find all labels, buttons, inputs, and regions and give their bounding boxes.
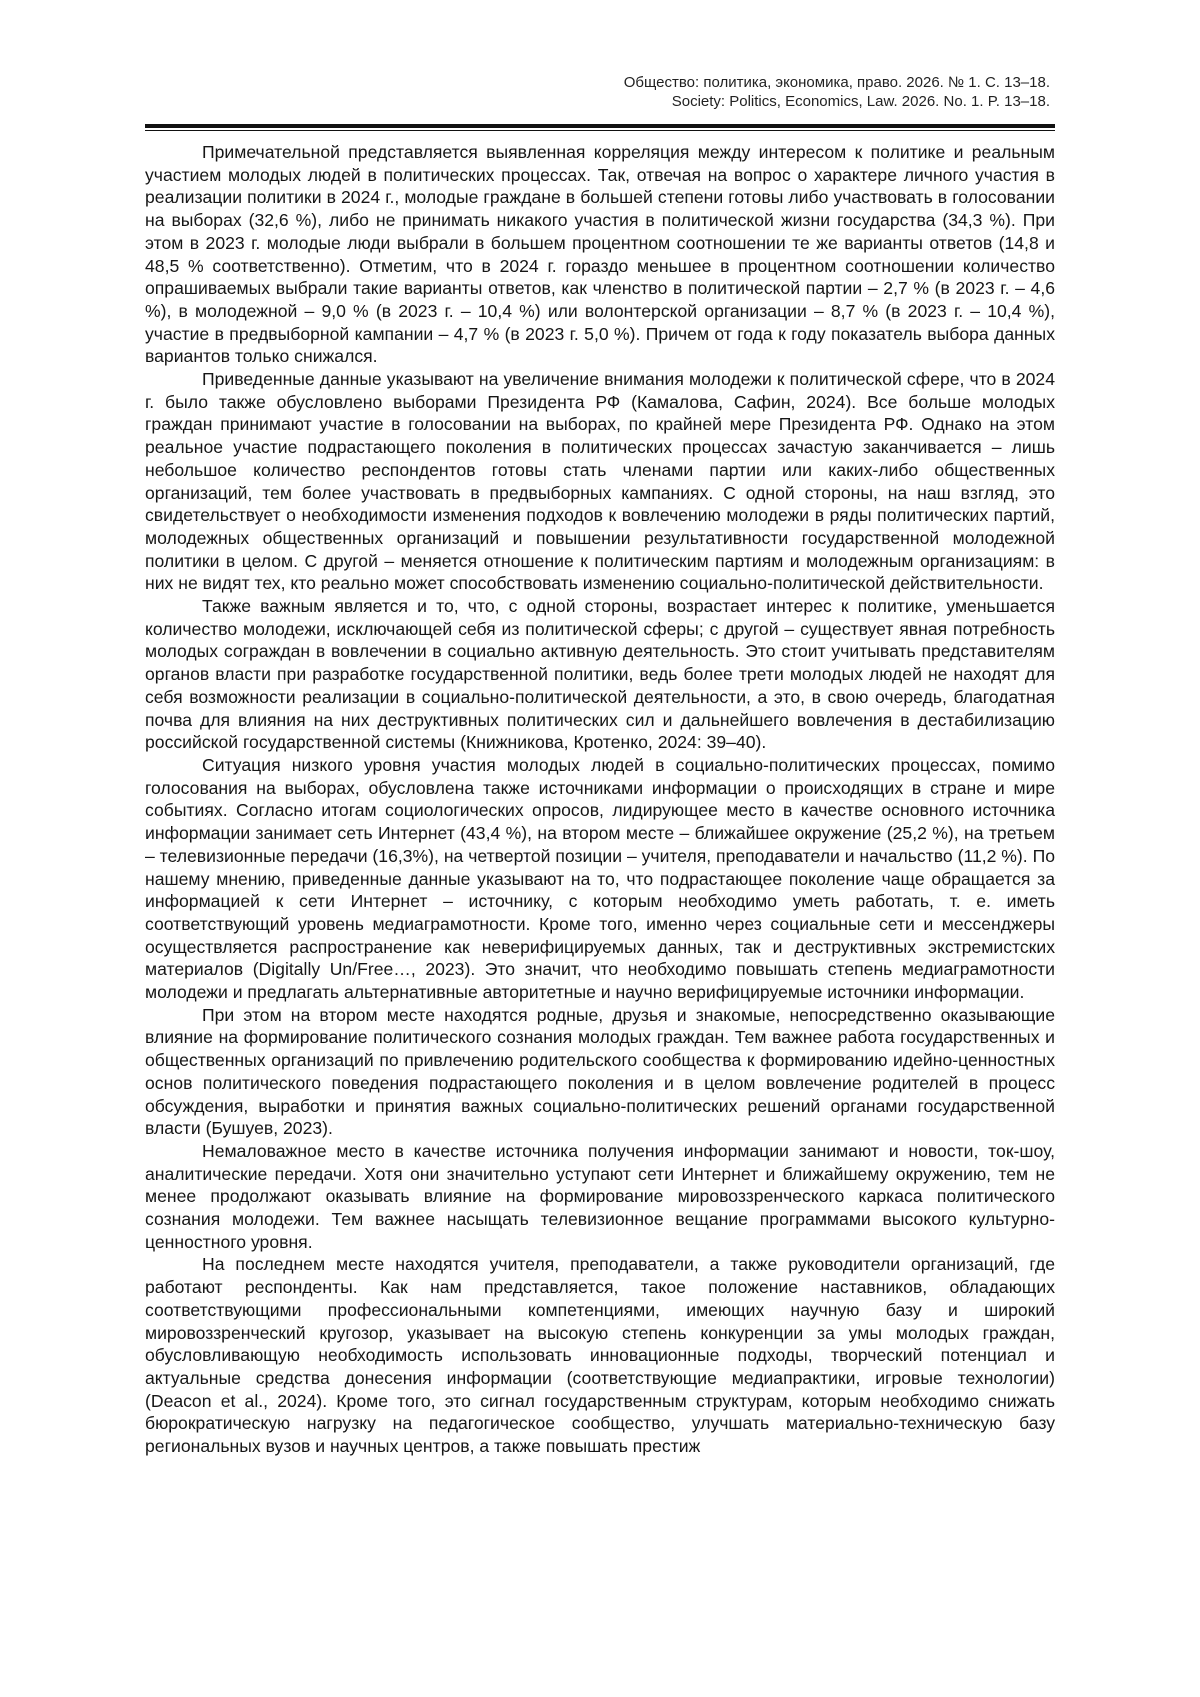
paragraph: Примечательной представляется выявленная корреляция между интересом к политике и реальным участием молодых людей в политических процессах. Так, отвечая на вопрос о характере личного участия в реализации политики в 2024 г., молодые граждане в большей степени готовы либо участвовать в голосовании на выборах (32,6 %), либо не принимать никакого участия в политической жизни государства (34,3 %). При этом в 2023 г. молодые люди выбрали в большем процентном соотношении те же варианты ответов (14,8 и 48,5 % соответственно). Отметим, что в 2024 г. гораздо меньшее в процентном соотношении количество опрашиваемых выбрали такие варианты ответов, как членство в политической партии – 2,7 % (в 2023 г. – 4,6 %), в молодежной – 9,0 % (в 2023 г. – 10,4 %) или волонтерской организации – 8,7 % (в 2023 г. – 10,4 %), участие в предвыборной кампании – 4,7 % (в 2023 г. 5,0 %). Причем от года к году показатель выбора данных вариантов только снижался. [145, 142, 1055, 367]
paragraph: На последнем месте находятся учителя, преподаватели, а также руководители организаций, где работают респонденты. Как нам представляется, такое положение наставников, обладающих соответствующими профессиональными компетенциями, имеющих научную базу и широкий мировоззренческий кругозор, указывает на высокую степень конкуренции за умы молодых граждан, обусловливающую необходимость использовать инновационные подходы, творческий потенциал и актуальные средства донесения информации (соответствующие медиапрактики, игровые технологии) (Deacon et al., 2024). Кроме того, это сигнал государственным структурам, которым необходимо снижать бюрократическую нагрузку на педагогическое сообщество, улучшать материально-техническую базу региональных вузов и научных центров, а также повышать престиж [145, 1254, 1055, 1457]
paragraph: Приведенные данные указывают на увеличение внимания молодежи к политической сфере, что в 2024 г. было также обусловлено выборами Президента РФ (Камалова, Сафин, 2024). Все больше молодых граждан принимают участие в голосовании на выборах, по крайней мере Президента РФ. Однако на этом реальное участие подрастающего поколения в политических процессах зачастую заканчивается – лишь небольшое количество респондентов готовы стать членами партии или каких-либо общественных организаций, тем более участвовать в предвыборных кампаниях. С одной стороны, на наш взгляд, это свидетельствует о необходимости изменения подходов к вовлечению молодежи в ряды политических партий, молодежных общественных организаций и повышении результативности государственной молодежной политики в целом. С другой – меняется отношение к политическим партиям и молодежным организациям: в них не видят тех, кто реально может способствовать изменению социально-политической действительности. [145, 369, 1055, 594]
paragraph: Ситуация низкого уровня участия молодых людей в социально-политических процессах, помимо голосования на выборах, обусловлена также источниками информации о происходящих в стране и мире событиях. Согласно итогам социологических опросов, лидирующее место в качестве основного источника информации занимает сеть Интернет (43,4 %), на втором месте – ближайшее окружение (25,2 %), на третьем – телевизионные передачи (16,3%), на четвертой позиции – учителя, преподаватели и начальство (11,2 %). По нашему мнению, приведенные данные указывают на то, что подрастающее поколение чаще обращается за информацией к сети Интернет – источнику, с которым необходимо уметь работать, т. е. иметь соответствующий уровень медиаграмотности. Кроме того, именно через социальные сети и мессенджеры осуществляется распространение как неверифицируемых данных, так и деструктивных экстремистских материалов (Digitally Un/Free…, 2023). Это значит, что необходимо повышать степень медиаграмотности молодежи и предлагать альтернативные авторитетные и научно верифицируемые источники информации. [145, 754, 1055, 1003]
citation-ru: Общество: политика, экономика, право. 2026. № 1. С. 13–18. [623, 74, 1050, 91]
paragraph: При этом на втором месте находятся родные, друзья и знакомые, непосредственно оказывающие влияние на формирование политического сознания молодых граждан. Тем важнее работа государственных и общественных организаций по привлечению родительского сообщества к формированию идейно-ценностных основ политического поведения подрастающего поколения и в целом вовлечение родителей в процесс обсуждения, выработки и принятия важных социально-политических решений органами государственной власти (Бушуев, 2023). [145, 1004, 1055, 1139]
header-rule-thin [145, 130, 1055, 131]
paragraph: Немаловажное место в качестве источника получения информации занимают и новости, ток-шоу, аналитические передачи. Хотя они значительно уступают сети Интернет и ближайшему окружению, тем не менее продолжают оказывать влияние на формирование мировоззренческого каркаса политического сознания молодежи. Тем важнее насыщать телевизионное вещание программами высокого культурно-ценностного уровня. [145, 1140, 1055, 1252]
paragraph: Также важным является и то, что, с одной стороны, возрастает интерес к политике, уменьшается количество молодежи, исключающей себя из политической сферы; с другой – существует явная потребность молодых сограждан в вовлечении в социально активную деятельность. Это стоит учитывать представителям органов власти при разработке государственной политики, ведь более трети молодых людей не находят для себя возможности реализации в социально-политической деятельности, а это, в свою очередь, благодатная почва для влияния на них деструктивных политических сил и дальнейшего вовлечения в дестабилизацию российской государственной системы (Книжникова, Кротенко, 2024: 39–40). [145, 596, 1055, 753]
header-rule-thick [145, 124, 1055, 128]
citation-en: Society: Politics, Economics, Law. 2026. No. 1. P. 13–18. [671, 93, 1050, 110]
running-header [624, 73, 1050, 111]
article-body [145, 141, 1055, 1458]
